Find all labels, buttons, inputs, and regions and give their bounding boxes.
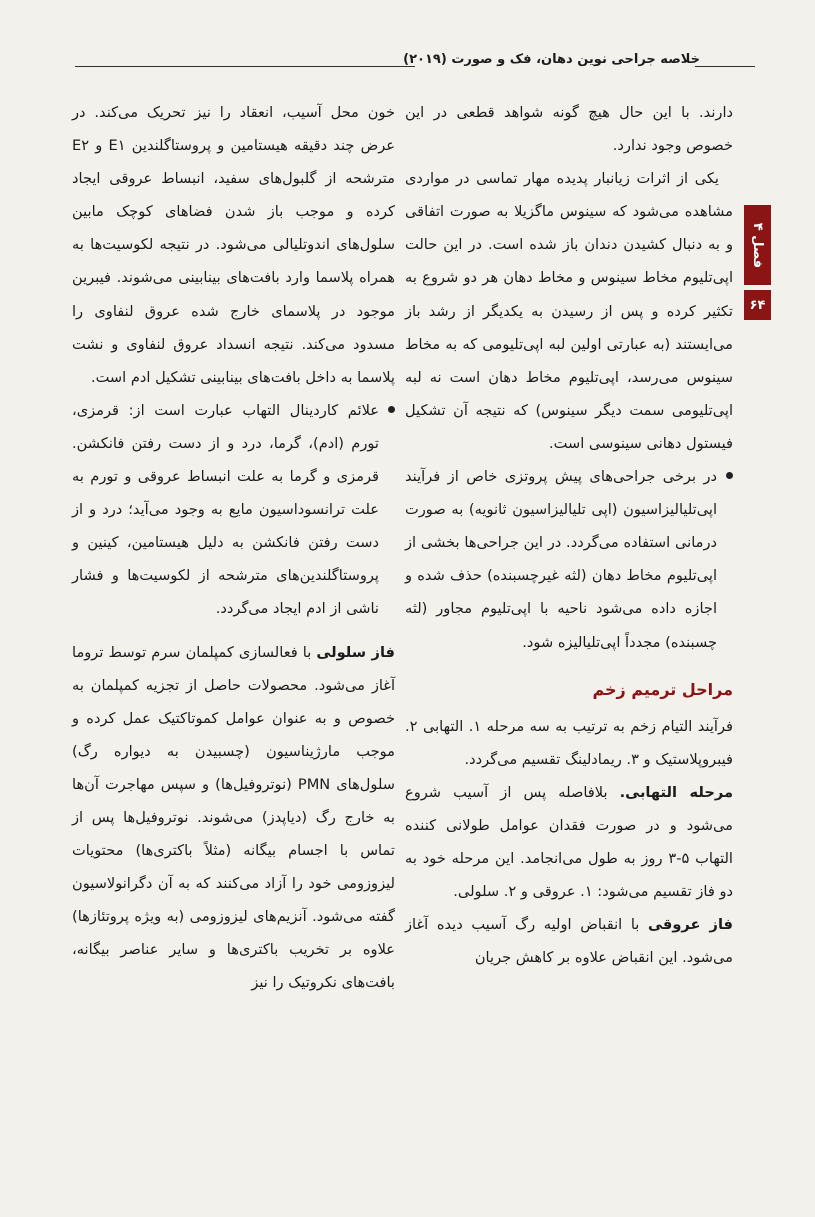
header-rule [695, 66, 755, 67]
paragraph [72, 636, 395, 1000]
paragraph: فرآیند التیام زخم به ترتیب به سه مرحله ۱. التهابی ۲. فیبروپلاستیک و ۳. ریمادلینگ تقسیم می‌گردد. [405, 717, 733, 768]
running-header-title: خلاصه جراحی نوین دهان، فک و صورت (۲۰۱۹) [403, 52, 700, 67]
page-number: ۶۴ [744, 290, 771, 320]
paragraph [405, 908, 733, 974]
paragraph-lead: فاز عروقی [648, 916, 733, 934]
left-column [72, 96, 395, 1000]
paragraph-text: با فعالسازی کمپلمان سرم توسط تروما آغاز می‌شود. محصولات حاصل از تجزیه کمپلمان به خصوص و به عنوان عوامل کموتاکتیک عمل کرده و موجب مارژیناسیون (چسبیدن به دیواره رگ) سلول‌های PMN (نوتروفیل‌ها) و سپس مهاجرت آن‌ها به خارج رگ (دیاپدز) می‌شوند. نوتروفیل‌ها پس از تماس با اجسام بیگانه (مثلاً باکتری‌ها) محتویات لیزوزومی خود را آزاد می‌کنند که به آن دگرانولاسیون گفته می‌شود. آنزیم‌های لیزوزومی (به ویژه پروتئازها) علاوه بر تخریب باکتری‌ها و سایر عناصر بیگانه، بافت‌های نکروتیک را نیز [72, 643, 396, 992]
right-column [405, 96, 733, 974]
bullet-item [405, 460, 733, 659]
chapter-tab [744, 205, 771, 285]
paragraph-text: بلافاصله پس از آسیب شروع می‌شود و در صورت فقدان عوامل طولانی کننده التهاب ۵-۳ روز به طول می‌انجامد. این مرحله خود به دو فاز تقسیم می‌شود: ۱. عروقی و ۲. سلولی. [405, 783, 733, 901]
bullet-text: در برخی جراحی‌های پیش پروتزی خاص از فرآیند اپی‌تلیالیزاسیون (اپی تلیالیزاسیون ثانویه) به صورت درمانی استفاده می‌گردد. در این جراحی‌ها بخشی از اپی‌تلیوم مخاط دهان (لثه غیرچسبنده) حذف شده و اجازه داده می‌شود ناحیه با اپی‌تلیوم مجاور (لثه چسبنده) مجدداً اپی‌تلیالیزه شود. [405, 468, 717, 651]
paragraph: خون محل آسیب، انعقاد را نیز تحریک می‌کند. در عرض چند دقیقه هیستامین و پروستاگلندین E۱ و E۲ مترشحه از گلبول‌های سفید، انبساط عروقی ایجاد کرده و موجب باز شدن فضاهای کوچک مابین سلول‌های اندوتلیالی می‌شود. در نتیجه لکوسیت‌ها به همراه پلاسما وارد بافت‌های بینابینی می‌شوند. فیبرین موجود در پلاسمای خارج شده عروق لنفاوی را مسدود می‌کند. نتیجه انسداد عروق لنفاوی و نشت پلاسما به داخل بافت‌های بینابینی تشکیل ادم است. [72, 104, 396, 386]
paragraph: یکی از اثرات زیانبار پدیده مهار تماسی در مواردی مشاهده می‌شود که سینوس ماگزیلا به صورت اتفاقی و به دنبال کشیدن دندان باز شده است. در این حالت اپی‌تلیوم مخاط سینوس و مخاط دهان هر دو شروع به تکثیر کرده و پس از رسیدن به یکدیگر از رشد باز می‌ایستند (به عبارتی اولین لبه اپی‌تلیومی که به مخاط سینوس می‌رسد، اپی‌تلیوم مخاط دهان است نه لبه اپی‌تلیومی سمت دیگر سینوس) که نتیجه آن تشکیل فیستول دهانی سینوسی است. [405, 170, 733, 452]
paragraph [405, 776, 733, 908]
paragraph-lead: مرحله التهابی. [619, 783, 733, 801]
bullet-text: علائم کاردینال التهاب عبارت است از: قرمزی، تورم (ادم)، گرما، درد و از دست رفتن فانکشن. قرمزی و گرما به علت انبساط عروقی و تورم به علت ترانسوداسیون مایع به وجود می‌آید؛ درد و از دست رفتن فانکشن به دلیل هیستامین، کینین و پروستاگلندین‌های مترشحه از لکوسیت‌ها و فشار ناشی از ادم ایجاد می‌گردد. [72, 401, 379, 618]
section-heading: مراحل ترمیم زخم [592, 679, 733, 699]
bullet-icon [726, 472, 733, 479]
paragraph: دارند. با این حال هیچ گونه شواهد قطعی در این خصوص وجود ندارد. [405, 104, 733, 155]
bullet-icon [388, 406, 395, 413]
bullet-item [72, 394, 395, 626]
chapter-label: فصل ۴ [749, 222, 765, 268]
paragraph-lead: فاز سلولی [316, 643, 395, 661]
paragraph-text: با انقباض اولیه رگ آسیب دیده آغاز می‌شود. این انقباض علاوه بر کاهش جریان [405, 916, 733, 967]
header-rule [75, 66, 415, 67]
